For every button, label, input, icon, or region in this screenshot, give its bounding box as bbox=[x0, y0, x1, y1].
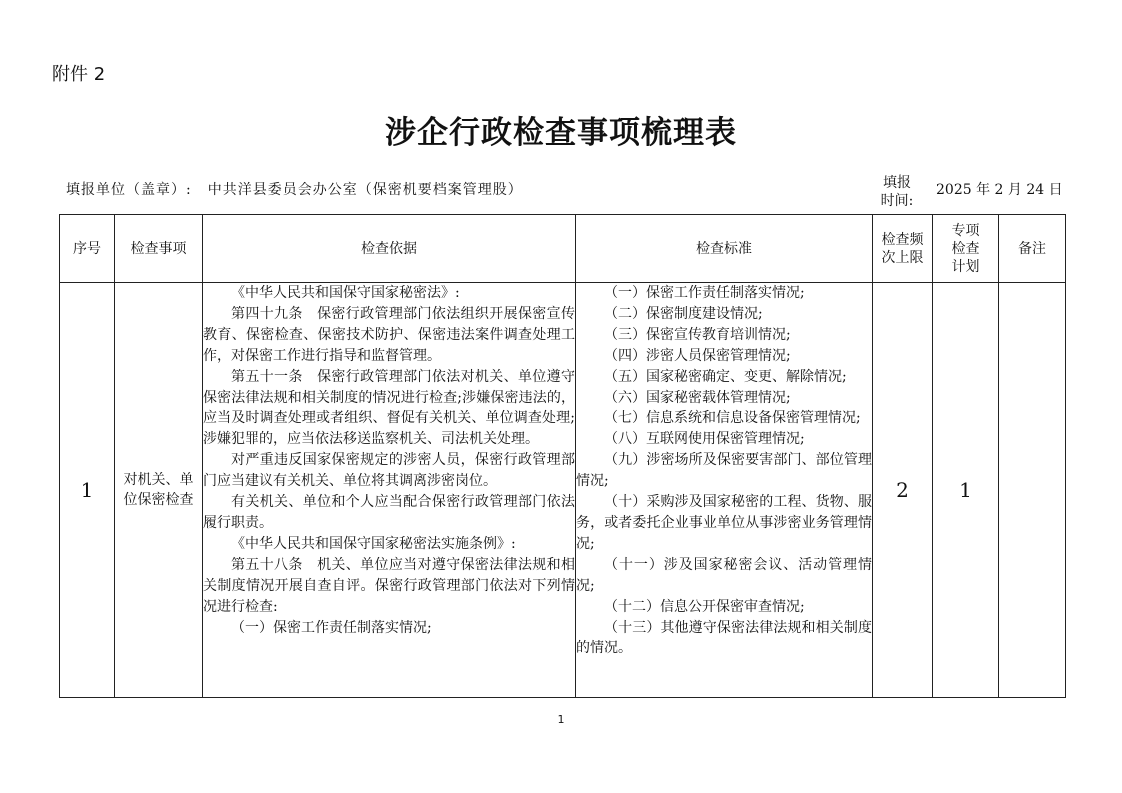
header-item: 检查事项 bbox=[115, 215, 203, 283]
fill-time-label: 填报时间: bbox=[880, 175, 914, 209]
standard-line: （九）涉密场所及保密要害部门、部位管理情况; bbox=[576, 452, 872, 490]
header-limit bbox=[873, 215, 933, 283]
standard-line: （二）保密制度建设情况; bbox=[604, 305, 763, 322]
cell-remark bbox=[999, 283, 1066, 698]
standard-line: （五）国家秘密确定、变更、解除情况; bbox=[604, 368, 847, 385]
header-standard: 检查标准 bbox=[576, 215, 873, 283]
cell-limit: 2 bbox=[873, 283, 933, 698]
table-header-row bbox=[60, 215, 1066, 283]
fill-date: 2025 年 2 月 24 日 bbox=[936, 182, 1063, 198]
attachment-label: 附件 2 bbox=[52, 64, 106, 85]
basis-line: 第五十一条 保密行政管理部门依法对机关、单位遵守保密法律法规和相关制度的情况进行检查;涉嫌保密违法的，应当及时调查处理或者组织、督促有关机关、单位调查处理;涉嫌犯罪的，应当依法移送监察机关、司法机关处理。 bbox=[203, 368, 575, 448]
cell-item bbox=[115, 283, 203, 698]
header-seq: 序号 bbox=[60, 215, 115, 283]
basis-line: 有关机关、单位和个人应当配合保密行政管理部门依法履行职责。 bbox=[203, 494, 575, 531]
header-limit-text: 检查频次上限 bbox=[881, 231, 924, 266]
basis-line: 《中华人民共和国保守国家秘密法》: bbox=[231, 285, 460, 301]
table-row bbox=[60, 283, 1066, 698]
standard-line: （八）互联网使用保密管理情况; bbox=[604, 431, 805, 448]
header-plan bbox=[933, 215, 999, 283]
fill-unit-value: 中共洋县委员会办公室（保密机要档案管理股） bbox=[207, 182, 523, 198]
cell-plan: 1 bbox=[933, 283, 999, 698]
standard-line: （一）保密工作责任制落实情况; bbox=[604, 285, 805, 301]
basis-line: 对严重违反国家保密规定的涉密人员，保密行政管理部门应当建议有关机关、单位将其调离涉密岗位。 bbox=[203, 452, 575, 490]
standard-line: （十）采购涉及国家秘密的工程、货物、服务，或者委托企业事业单位从事涉密业务管理情况; bbox=[576, 494, 872, 552]
basis-line: （一）保密工作责任制落实情况; bbox=[231, 619, 432, 636]
standard-line: （十三）其他遵守保密法律法规和相关制度的情况。 bbox=[576, 619, 872, 657]
basis-line: 第四十九条 保密行政管理部门依法组织开展保密宣传教育、保密检查、保密技术防护、保密违法案件调查处理工作，对保密工作进行指导和监督管理。 bbox=[203, 305, 575, 364]
cell-basis bbox=[203, 283, 576, 698]
standard-line: （十二）信息公开保密审查情况; bbox=[604, 598, 805, 615]
cell-item-text: 对机关、单位保密检查 bbox=[123, 472, 194, 508]
standard-line: （四）涉密人员保密管理情况; bbox=[604, 347, 791, 364]
inspection-table bbox=[59, 214, 1066, 698]
standard-line: （三）保密宣传教育培训情况; bbox=[604, 326, 791, 343]
cell-standard bbox=[576, 283, 873, 698]
standard-line: （十一）涉及国家秘密会议、活动管理情况; bbox=[576, 556, 872, 594]
header-remark: 备注 bbox=[999, 215, 1066, 283]
page-number: 1 bbox=[557, 713, 565, 726]
basis-line: 第五十八条 机关、单位应当对遵守保密法律法规和相关制度情况开展自查自评。保密行政管理部门依法对下列情况进行检查: bbox=[203, 556, 575, 615]
cell-seq: 1 bbox=[60, 283, 115, 698]
fill-unit-label: 填报单位（盖章）: bbox=[66, 182, 192, 198]
header-basis: 检查依据 bbox=[203, 215, 576, 283]
basis-line: 《中华人民共和国保守国家秘密法实施条例》: bbox=[231, 535, 516, 552]
page-title: 涉企行政检查事项梳理表 bbox=[385, 115, 737, 151]
standard-line: （六）国家秘密载体管理情况; bbox=[604, 389, 791, 406]
standard-line: （七）信息系统和信息设备保密管理情况; bbox=[604, 410, 861, 427]
header-plan-text: 专项检查计划 bbox=[951, 222, 980, 275]
fill-unit bbox=[66, 179, 523, 199]
